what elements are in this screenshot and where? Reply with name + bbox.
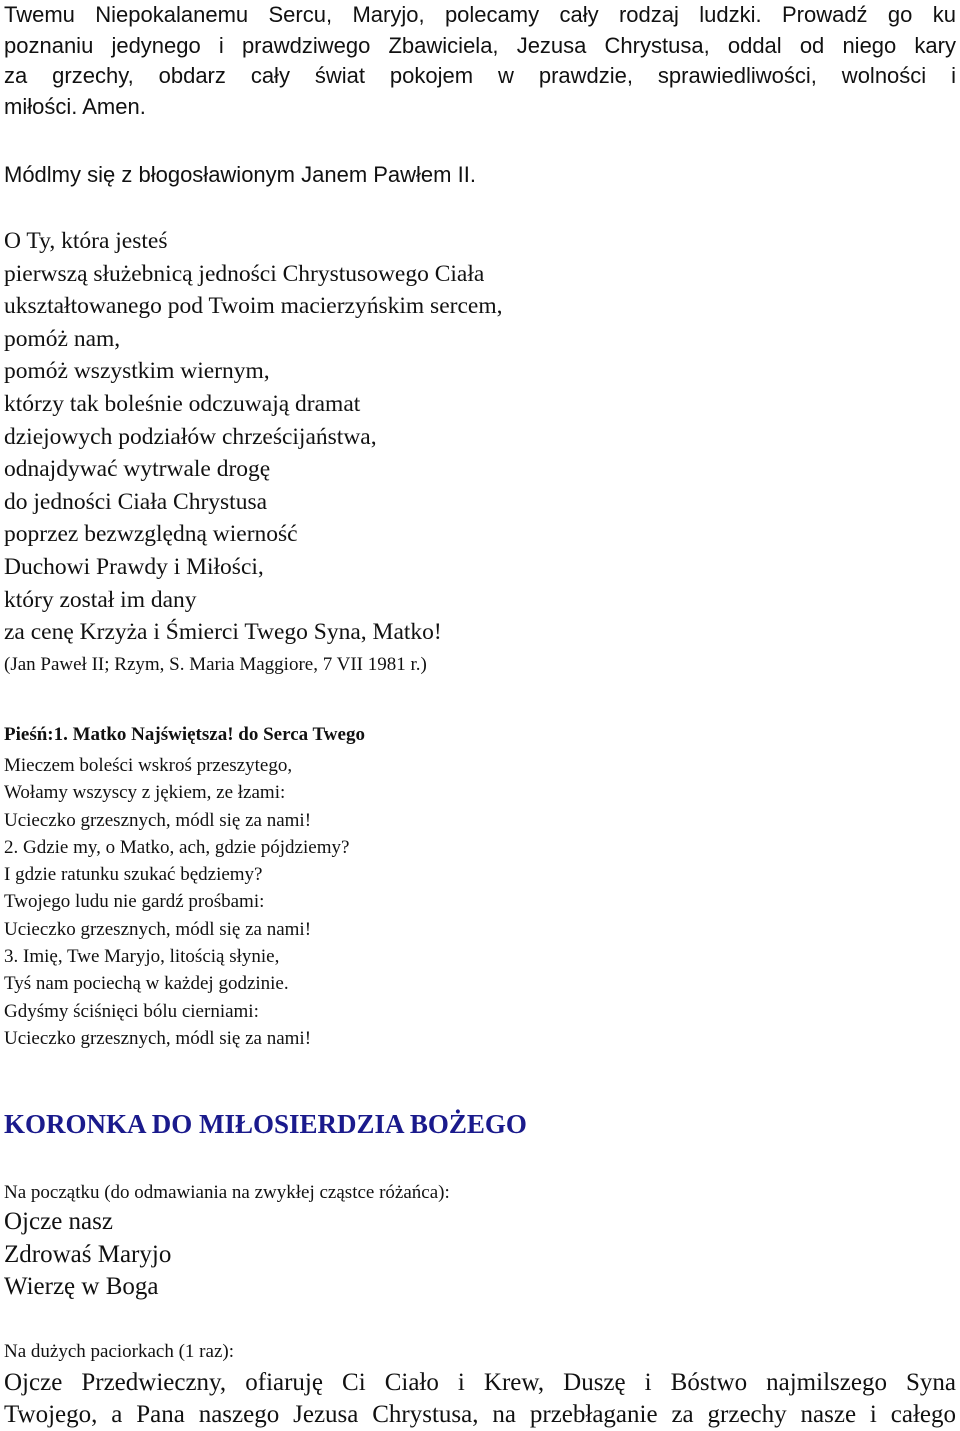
consecration-paragraph [4, 0, 956, 122]
prayer-line: poprzez bezwzględną wierność [4, 521, 298, 548]
beginning-prayers [4, 1206, 956, 1304]
consecration-line: poznaniu jedynego i prawdziwego Zbawiciela, Jezusa Chrystusa, oddal od niego kary [4, 32, 956, 58]
hymn-line: 3. Imię, Twe Maryjo, litością słynie, [4, 946, 280, 968]
chaplet-title: KORONKA DO MIŁOSIERDZIA BOŻEGO [4, 1109, 527, 1139]
beginning-prayer-item: Zdrowaś Maryjo [4, 1240, 172, 1268]
large-beads-prayer [4, 1367, 956, 1431]
consecration-line: za grzechy, obdarz cały świat pokojem w prawdzie, sprawiedliwości, wolności i [4, 63, 956, 88]
beginning-prayer-item: Wierzę w Boga [4, 1273, 159, 1300]
prayer-line: dziejowych podziałów chrześcijaństwa, [4, 423, 377, 450]
consecration-line: Twemu Niepokalanemu Sercu, Maryjo, polecamy cały rodzaj ludzki. Prowadź go ku [4, 2, 956, 27]
large-beads-instruction: Na dużych paciorkach (1 raz): [4, 1341, 234, 1362]
john-paul-prayer [4, 225, 956, 649]
prayer-line: za cenę Krzyża i Śmierci Twego Syna, Matko! [4, 619, 442, 646]
beginning-prayer-item: Ojcze nasz [4, 1208, 113, 1235]
beginning-instruction: Na początku (do odmawiania na zwykłej cząstce różańca): [4, 1182, 450, 1203]
prayer-citation: (Jan Paweł II; Rzym, S. Maria Maggiore, 7 VII 1981 r.) [4, 654, 427, 675]
large-beads-prayer-line: Ojcze Przedwieczny, ofiaruję Ci Ciało i Krew, Duszę i Bóstwo najmilszego Syna [4, 1369, 956, 1396]
hymn-line: Twojego ludu nie gardź prośbami: [4, 891, 265, 913]
hymn-verses [4, 752, 956, 1052]
hymn-line: I gdzie ratunku szukać będziemy? [4, 864, 263, 886]
prayer-line: pierwszą służebnicą jedności Chrystusowego Ciała [4, 260, 485, 287]
hymn-line: Ucieczko grzesznych, módl się za nami! [4, 1027, 312, 1049]
prayer-line: O Ty, która jesteś [4, 228, 168, 254]
hymn-line: Ucieczko grzesznych, módl się za nami! [4, 918, 312, 940]
large-beads-prayer-line: Twojego, a Pana naszego Jezusa Chrystusa, na przebłaganie za grzechy nasze i całego [4, 1401, 956, 1428]
hymn-line: Wołamy wszyscy z jękiem, ze łzami: [4, 782, 286, 804]
hymn-line: Mieczem boleści wskroś przeszytego, [4, 755, 293, 776]
prayer-line: którzy tak boleśnie odczuwają dramat [4, 390, 361, 417]
hymn-line: 2. Gdzie my, o Matko, ach, gdzie pójdziemy? [4, 836, 350, 858]
prayer-intro: Módlmy się z błogosławionym Janem Pawłem II. [4, 162, 476, 187]
prayer-line: do jedności Ciała Chrystusa [4, 488, 268, 515]
prayer-line: pomóż wszystkim wiernym, [4, 358, 270, 385]
prayer-line: ukształtowanego pod Twoim macierzyńskim sercem, [4, 293, 503, 320]
prayer-line: odnajdywać wytrwale drogę [4, 456, 271, 483]
hymn-line: Ucieczko grzesznych, módl się za nami! [4, 809, 312, 831]
hymn-line: Gdyśmy ściśnięci bólu cierniami: [4, 1000, 259, 1022]
consecration-line: miłości. Amen. [4, 93, 146, 119]
prayer-line: który został im dany [4, 586, 197, 613]
hymn-line: Tyś nam pociechą w każdej godzinie. [4, 973, 289, 995]
hymn-title: Pieśń:1. Matko Najświętsza! do Serca Twego [4, 724, 365, 745]
prayer-line: Duchowi Prawdy i Miłości, [4, 553, 264, 580]
prayer-line: pomóż nam, [4, 325, 121, 352]
